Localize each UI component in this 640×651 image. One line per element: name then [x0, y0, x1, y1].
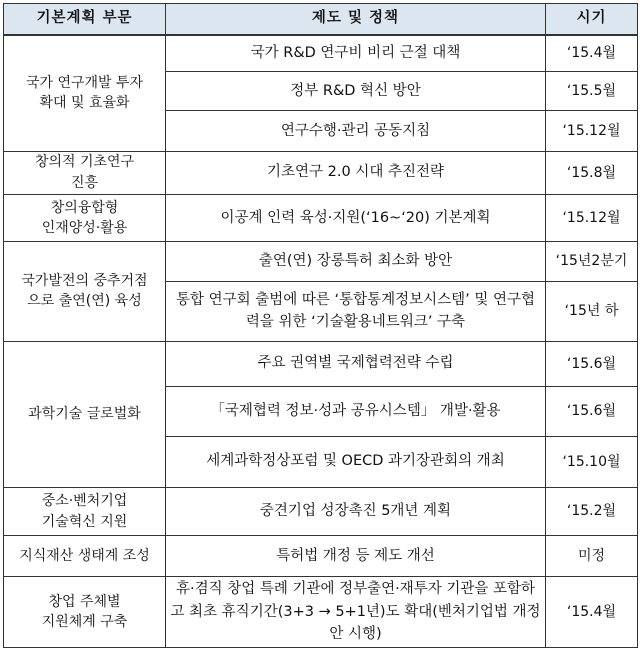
- time-cell: ‘15.4월: [546, 577, 638, 648]
- header-time: 시기: [546, 4, 638, 35]
- table-row: [4, 535, 638, 576]
- table-row: [4, 151, 638, 194]
- time-cell: ‘15.8월: [546, 151, 638, 194]
- time-cell: ‘15.2월: [546, 488, 638, 536]
- policy-table: [3, 3, 638, 648]
- table-row: [4, 577, 638, 648]
- header-policy: 제도 및 정책: [166, 4, 546, 35]
- header-category: 기본계획 부문: [4, 4, 166, 35]
- time-cell: ‘15.6월: [546, 387, 638, 437]
- policy-cell: 기초연구 2.0 시대 추진전략: [166, 151, 546, 194]
- policy-cell: 세계과학정상포럼 및 OECD 과기장관회의 개최: [166, 436, 546, 488]
- table-row: [4, 341, 638, 386]
- policy-cell: 국가 R&D 연구비 비리 근절 대책: [166, 35, 546, 72]
- category-cell: 창업 주체별 지원체계 구축: [4, 577, 166, 648]
- time-cell: ‘15.5월: [546, 72, 638, 111]
- policy-cell: 출연(연) 장롱특허 최소화 방안: [166, 242, 546, 281]
- table-body: [4, 35, 638, 648]
- policy-cell: 이공계 인력 육성·지원(‘16~‘20) 기본계획: [166, 194, 546, 242]
- category-cell: 국가발전의 중추거점 으로 출연(연) 육성: [4, 242, 166, 341]
- time-cell: ‘15.12월: [546, 194, 638, 242]
- table-row: [4, 242, 638, 281]
- category-cell: 과학기술 글로벌화: [4, 341, 166, 488]
- time-cell: ‘15.6월: [546, 341, 638, 386]
- table-row: [4, 35, 638, 72]
- policy-table-container: [3, 3, 637, 648]
- time-cell: ‘15.10월: [546, 436, 638, 488]
- time-cell: ‘15년2분기: [546, 242, 638, 281]
- category-cell: 지식재산 생태계 조성: [4, 535, 166, 576]
- time-cell: ‘15.12월: [546, 111, 638, 151]
- policy-cell: 특허법 개정 등 제도 개선: [166, 535, 546, 576]
- policy-cell: 중견기업 성장촉진 5개년 계획: [166, 488, 546, 536]
- policy-cell: 휴·겸직 창업 특례 기관에 정부출연·재투자 기관을 포함하고 최초 휴직기간(3+3 → 5+1년)도 확대(벤처기업법 개정안 시행): [166, 577, 546, 648]
- time-cell: 미정: [546, 535, 638, 576]
- header-row: [4, 4, 638, 35]
- category-cell: 창의융합형 인재양성·활용: [4, 194, 166, 242]
- policy-cell: 주요 권역별 국제협력전략 수립: [166, 341, 546, 386]
- policy-cell: 「국제협력 정보·성과 공유시스템」 개발·활용: [166, 387, 546, 437]
- time-cell: ‘15.4월: [546, 35, 638, 72]
- category-cell: 중소·벤처기업 기술혁신 지원: [4, 488, 166, 536]
- policy-cell: 연구수행·관리 공동지침: [166, 111, 546, 151]
- time-cell: ‘15년 하: [546, 281, 638, 341]
- category-cell: 국가 연구개발 투자 확대 및 효율화: [4, 35, 166, 152]
- policy-cell: 통합 연구회 출범에 따른 ‘통합통계정보시스템’ 및 연구협력을 위한 ‘기술활용네트워크’ 구축: [166, 281, 546, 341]
- policy-cell: 정부 R&D 혁신 방안: [166, 72, 546, 111]
- table-row: [4, 488, 638, 536]
- table-row: [4, 194, 638, 242]
- category-cell: 창의적 기초연구 진흥: [4, 151, 166, 194]
